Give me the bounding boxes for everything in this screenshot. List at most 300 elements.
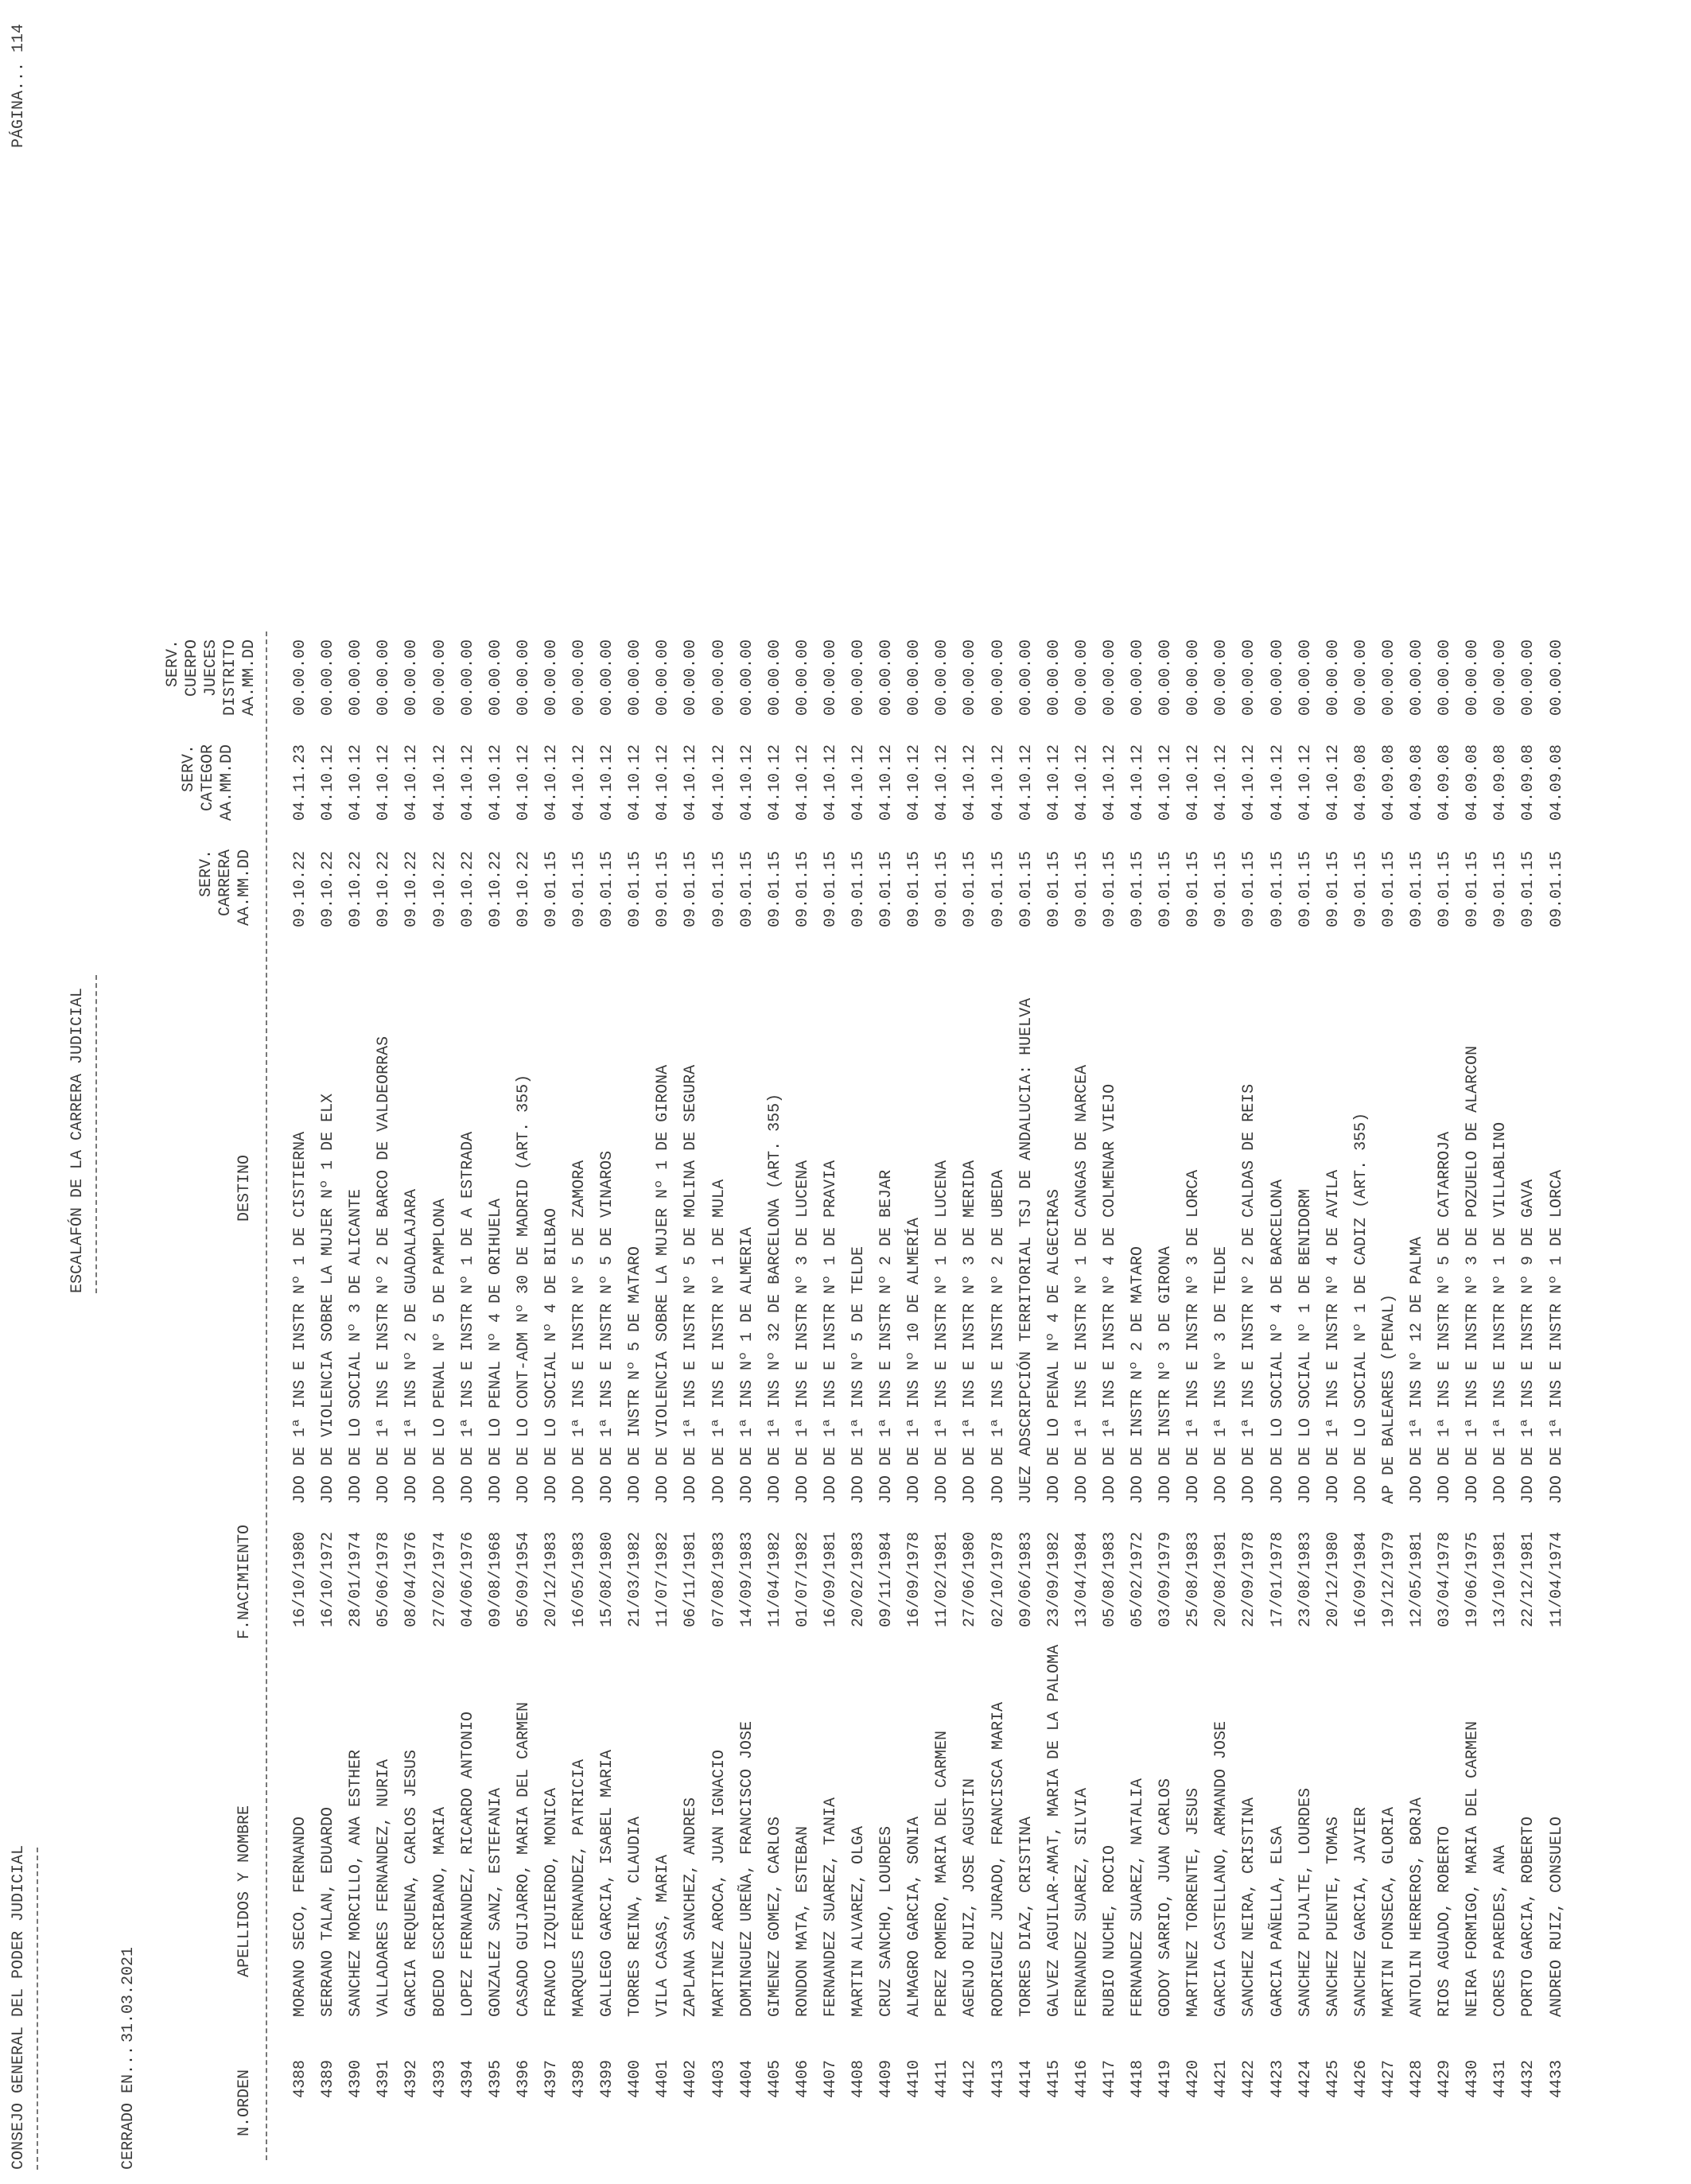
row-serv-carrera: 09.01.15 — [849, 851, 868, 928]
row-nombre: FRANCO IZQUIERDO, MONICA — [542, 1787, 561, 2017]
row-nacimiento: 16/10/1980 — [291, 1531, 309, 1627]
row-orden: 4404 — [737, 2060, 756, 2099]
row-serv-jueces: 00.00.00 — [1268, 639, 1287, 717]
row-nombre: CASADO GUIJARRO, MARIA DEL CARMEN — [514, 1701, 533, 2017]
row-serv-jueces: 00.00.00 — [905, 639, 924, 717]
col-head-categor-3: AA.MM.DD — [218, 744, 236, 822]
row-serv-carrera: 09.01.15 — [1240, 851, 1259, 928]
row-nacimiento: 16/09/1978 — [905, 1531, 924, 1627]
col-head-jueces-5: AA.MM.DD — [240, 639, 259, 717]
col-head-jueces-4: DISTRITO — [221, 639, 239, 717]
row-serv-categor: 04.10.12 — [1100, 744, 1119, 822]
row-nacimiento: 09/06/1983 — [1017, 1531, 1036, 1627]
row-serv-carrera: 09.01.15 — [1491, 851, 1510, 928]
row-serv-jueces: 00.00.00 — [486, 639, 505, 717]
row-serv-carrera: 09.01.15 — [654, 851, 673, 928]
row-serv-jueces: 00.00.00 — [1072, 639, 1091, 717]
row-serv-carrera: 09.01.15 — [737, 851, 756, 928]
col-head-jueces-3: JUECES — [202, 639, 220, 698]
col-head-destino: DESTINO — [235, 1154, 254, 1222]
row-nombre: GIMENEZ GOMEZ, CARLOS — [765, 1816, 784, 2017]
row-serv-jueces: 00.00.00 — [765, 639, 784, 717]
row-destino: JDO DE 1ª INS Nº 10 DE ALMERÍA — [905, 1217, 924, 1504]
row-serv-carrera: 09.01.15 — [1436, 851, 1455, 928]
row-serv-carrera: 09.01.15 — [1379, 851, 1398, 928]
row-nacimiento: 22/09/1978 — [1240, 1531, 1259, 1627]
row-serv-categor: 04.10.12 — [849, 744, 868, 822]
row-destino: JDO DE 1ª INS E INSTR Nº 9 DE GAVA — [1519, 1179, 1538, 1504]
row-destino: JDO DE INSTR Nº 5 DE MATARO — [626, 1246, 645, 1504]
row-orden: 4391 — [375, 2060, 394, 2099]
row-serv-carrera: 09.01.15 — [905, 851, 924, 928]
row-nombre: DOMINGUEZ UREÑA, FRANCISCO JOSE — [737, 1720, 756, 2017]
row-serv-carrera: 09.01.15 — [1296, 851, 1315, 928]
row-nacimiento: 27/06/1980 — [961, 1531, 980, 1627]
row-nombre: CORES PAREDES, ANA — [1491, 1844, 1510, 2017]
row-orden: 4394 — [458, 2060, 477, 2099]
row-nacimiento: 23/09/1982 — [1044, 1531, 1063, 1627]
row-serv-categor: 04.09.08 — [1519, 744, 1538, 822]
row-orden: 4415 — [1044, 2060, 1063, 2099]
row-serv-categor: 04.10.12 — [989, 744, 1008, 822]
row-destino: JUEZ ADSCRIPCIÓN TERRITORIAL TSJ DE ANDALUCIA: HUELVA — [1017, 997, 1036, 1504]
row-serv-jueces: 00.00.00 — [1184, 639, 1203, 717]
row-serv-categor: 04.10.12 — [682, 744, 701, 822]
row-serv-jueces: 00.00.00 — [291, 639, 309, 717]
row-serv-jueces: 00.00.00 — [821, 639, 840, 717]
row-destino: JDO DE VIOLENCIA SOBRE LA MUJER Nº 1 DE ELX — [319, 1093, 338, 1504]
row-serv-carrera: 09.01.15 — [877, 851, 896, 928]
row-serv-categor: 04.10.12 — [1129, 744, 1147, 822]
row-serv-categor: 04.10.12 — [319, 744, 338, 822]
org-name: CONSEJO GENERAL DEL PODER JUDICIAL — [10, 1844, 28, 2170]
row-serv-jueces: 00.00.00 — [682, 639, 701, 717]
row-destino: JDO DE 1ª INS E INSTR Nº 5 DE MOLINA DE SEGURA — [682, 1064, 701, 1504]
row-nombre: FERNANDEZ SUAREZ, SILVIA — [1072, 1787, 1091, 2017]
row-serv-categor: 04.10.12 — [1072, 744, 1091, 822]
row-nacimiento: 16/05/1983 — [570, 1531, 589, 1627]
row-destino: JDO DE 1ª INS E INSTR Nº 4 DE COLMENAR VIEJO — [1100, 1083, 1119, 1504]
row-orden: 4421 — [1212, 2060, 1231, 2099]
row-serv-categor: 04.10.12 — [626, 744, 645, 822]
row-serv-jueces: 00.00.00 — [1129, 639, 1147, 717]
row-serv-carrera: 09.10.22 — [319, 851, 338, 928]
row-destino: AP DE BALEARES (PENAL) — [1379, 1293, 1398, 1504]
row-destino: JDO DE LO SOCIAL Nº 4 DE BILBAO — [542, 1207, 561, 1504]
row-destino: JDO DE LO PENAL Nº 4 DE ORIHUELA — [486, 1198, 505, 1504]
row-destino: JDO DE VIOLENCIA SOBRE LA MUJER Nº 1 DE GIRONA — [654, 1064, 673, 1504]
row-serv-jueces: 00.00.00 — [1212, 639, 1231, 717]
row-nombre: FERNANDEZ SUAREZ, TANIA — [821, 1797, 840, 2017]
row-orden: 4430 — [1464, 2060, 1483, 2099]
row-orden: 4403 — [709, 2060, 729, 2099]
row-nacimiento: 04/06/1976 — [458, 1531, 477, 1627]
row-destino: JDO DE 1ª INS E INSTR Nº 1 DE CANGAS DE NARCEA — [1072, 1064, 1091, 1504]
col-head-nombre: APELLIDOS Y NOMBRE — [235, 1805, 254, 1977]
row-serv-jueces: 00.00.00 — [1436, 639, 1455, 717]
row-destino: JDO DE 1ª INS E INSTR Nº 2 DE BEJAR — [877, 1169, 896, 1504]
row-serv-jueces: 00.00.00 — [849, 639, 868, 717]
row-serv-categor: 04.09.08 — [1491, 744, 1510, 822]
row-nombre: GARCIA CASTELLANO, ARMANDO JOSE — [1212, 1720, 1231, 2017]
row-serv-jueces: 00.00.00 — [1408, 639, 1426, 717]
closed-date: 31.03.2021 — [119, 1946, 138, 2042]
row-destino: JDO DE INSTR Nº 3 DE GIRONA — [1156, 1246, 1176, 1504]
row-destino: JDO DE 1ª INS E INSTR Nº 3 DE MERIDA — [961, 1160, 980, 1504]
row-serv-categor: 04.10.12 — [933, 744, 952, 822]
row-serv-carrera: 09.01.15 — [682, 851, 701, 928]
row-serv-jueces: 00.00.00 — [542, 639, 561, 717]
row-nacimiento: 16/09/1984 — [1351, 1531, 1370, 1627]
row-orden: 4408 — [849, 2060, 868, 2099]
col-head-carrera-1: SERV. — [197, 849, 216, 898]
row-serv-carrera: 09.01.15 — [1324, 851, 1343, 928]
row-nacimiento: 16/10/1972 — [319, 1531, 338, 1627]
row-serv-jueces: 00.00.00 — [933, 639, 952, 717]
row-destino: JDO DE 1ª INS E INSTR Nº 1 DE LUCENA — [933, 1160, 952, 1504]
row-nombre: SANCHEZ PUJALTE, LOURDES — [1296, 1787, 1315, 2017]
row-nombre: GONZALEZ SANZ, ESTEFANIA — [486, 1787, 505, 2017]
row-nombre: SANCHEZ MORCILLO, ANA ESTHER — [347, 1749, 366, 2017]
row-orden: 4433 — [1547, 2060, 1566, 2099]
row-nombre: PEREZ ROMERO, MARIA DEL CARMEN — [933, 1730, 952, 2017]
row-serv-carrera: 09.01.15 — [1072, 851, 1091, 928]
row-serv-categor: 04.10.12 — [542, 744, 561, 822]
row-serv-carrera: 09.01.15 — [1129, 851, 1147, 928]
row-destino: JDO DE 1ª INS E INSTR Nº 1 DE CISTIERNA — [291, 1131, 309, 1504]
row-serv-jueces: 00.00.00 — [598, 639, 617, 717]
row-destino: JDO DE LO PENAL Nº 5 DE PAMPLONA — [430, 1198, 449, 1504]
row-serv-carrera: 09.10.22 — [402, 851, 422, 928]
row-nacimiento: 20/02/1983 — [849, 1531, 868, 1627]
row-nacimiento: 22/12/1981 — [1519, 1531, 1538, 1627]
row-nombre: TORRES REINA, CLAUDIA — [626, 1816, 645, 2017]
row-serv-jueces: 00.00.00 — [1547, 639, 1566, 717]
row-nombre: LOPEZ FERNANDEZ, RICARDO ANTONIO — [458, 1711, 477, 2017]
row-serv-categor: 04.10.12 — [654, 744, 673, 822]
row-destino: JDO DE 1ª INS E INSTR Nº 2 DE UBEDA — [989, 1169, 1008, 1504]
row-nombre: MARTIN FONSECA, GLORIA — [1379, 1806, 1398, 2017]
col-head-carrera-3: AA.MM.DD — [235, 849, 254, 927]
row-destino: JDO DE 1ª INS E INSTR Nº 3 DE LUCENA — [793, 1160, 812, 1504]
row-destino: JDO DE 1ª INS E INSTR Nº 2 DE BARCO DE VALDEORRAS — [375, 1036, 394, 1504]
row-destino: JDO DE 1ª INS E INSTR Nº 3 DE LORCA — [1184, 1169, 1203, 1504]
row-serv-carrera: 09.01.15 — [933, 851, 952, 928]
row-nacimiento: 17/01/1978 — [1268, 1531, 1287, 1627]
row-nacimiento: 03/04/1978 — [1436, 1531, 1455, 1627]
row-orden: 4414 — [1017, 2060, 1036, 2099]
row-orden: 4389 — [319, 2060, 338, 2099]
row-nacimiento: 11/04/1974 — [1547, 1531, 1566, 1627]
row-orden: 4410 — [905, 2060, 924, 2099]
row-serv-carrera: 09.01.15 — [1547, 851, 1566, 928]
col-head-categor-2: CATEGOR — [199, 744, 217, 812]
row-serv-categor: 04.10.12 — [375, 744, 394, 822]
row-serv-categor: 04.09.08 — [1408, 744, 1426, 822]
row-nombre: MARTIN ALVAREZ, OLGA — [849, 1825, 868, 2017]
row-orden: 4398 — [570, 2060, 589, 2099]
row-destino: JDO DE 1ª INS E INSTR Nº 5 DE CATARROJA — [1436, 1131, 1455, 1504]
row-orden: 4409 — [877, 2060, 896, 2099]
row-serv-categor: 04.09.08 — [1436, 744, 1455, 822]
row-serv-categor: 04.10.12 — [570, 744, 589, 822]
row-nombre: RUBIO NUCHE, ROCIO — [1100, 1844, 1119, 2017]
row-destino: JDO DE LO SOCIAL Nº 4 DE BARCELONA — [1268, 1179, 1287, 1504]
row-serv-categor: 04.10.12 — [821, 744, 840, 822]
row-nombre: AGENJO RUIZ, JOSE AGUSTIN — [961, 1778, 980, 2017]
row-destino: JDO DE 1ª INS Nº 1 DE ALMERIA — [737, 1226, 756, 1504]
row-serv-carrera: 09.01.15 — [1212, 851, 1231, 928]
row-serv-carrera: 09.01.15 — [709, 851, 729, 928]
row-destino: JDO DE 1ª INS E INSTR Nº 3 DE POZUELO DE ALARCON — [1464, 1045, 1483, 1504]
row-serv-categor: 04.10.12 — [765, 744, 784, 822]
row-nombre: CRUZ SANCHO, LOURDES — [877, 1825, 896, 2017]
row-serv-carrera: 09.01.15 — [1408, 851, 1426, 928]
row-nacimiento: 19/06/1975 — [1464, 1531, 1483, 1627]
row-destino: JDO DE 1ª INS Nº 32 DE BARCELONA (ART. 355) — [765, 1093, 784, 1504]
row-serv-categor: 04.09.08 — [1547, 744, 1566, 822]
row-nombre: BOEDO ESCRIBANO, MARIA — [430, 1806, 449, 2017]
row-serv-jueces: 00.00.00 — [793, 639, 812, 717]
row-destino: JDO DE 1ª INS Nº 3 DE TELDE — [1212, 1246, 1231, 1504]
row-nombre: TORRES DIAZ, CRISTINA — [1017, 1816, 1036, 2017]
row-orden: 4422 — [1240, 2060, 1259, 2099]
row-serv-categor: 04.10.12 — [961, 744, 980, 822]
row-serv-jueces: 00.00.00 — [1491, 639, 1510, 717]
row-serv-carrera: 09.01.15 — [542, 851, 561, 928]
row-serv-categor: 04.10.12 — [1212, 744, 1231, 822]
page-number: 114 — [10, 23, 28, 52]
row-serv-categor: 04.10.12 — [514, 744, 533, 822]
row-destino: JDO DE 1ª INS E INSTR Nº 1 DE A ESTRADA — [458, 1131, 477, 1504]
row-nombre: GARCIA REQUENA, CARLOS JESUS — [402, 1749, 422, 2017]
row-serv-carrera: 09.01.15 — [1184, 851, 1203, 928]
row-nombre: MARQUES FERNANDEZ, PATRICIA — [570, 1758, 589, 2017]
row-serv-categor: 04.11.23 — [291, 744, 309, 822]
row-orden: 4393 — [430, 2060, 449, 2099]
row-nombre: RODRIGUEZ JURADO, FRANCISCA MARIA — [989, 1701, 1008, 2017]
row-serv-categor: 04.10.12 — [402, 744, 422, 822]
row-serv-carrera: 09.01.15 — [821, 851, 840, 928]
row-destino: JDO DE 1ª INS E INSTR Nº 1 DE PRAVIA — [821, 1160, 840, 1504]
row-serv-carrera: 09.01.15 — [765, 851, 784, 928]
row-nombre: MARTINEZ TORRENTE, JESUS — [1184, 1787, 1203, 2017]
row-destino: JDO DE 1ª INS E INSTR Nº 1 DE MULA — [709, 1179, 729, 1504]
row-orden: 4392 — [402, 2060, 422, 2099]
row-serv-categor: 04.10.12 — [458, 744, 477, 822]
row-nacimiento: 09/08/1968 — [486, 1531, 505, 1627]
row-serv-jueces: 00.00.00 — [737, 639, 756, 717]
row-nacimiento: 08/04/1976 — [402, 1531, 422, 1627]
row-destino: JDO DE LO CONT-ADM Nº 30 DE MADRID (ART. 355) — [514, 1074, 533, 1504]
row-serv-jueces: 00.00.00 — [989, 639, 1008, 717]
row-nacimiento: 15/08/1980 — [598, 1531, 617, 1627]
row-serv-categor: 04.10.12 — [430, 744, 449, 822]
row-nombre: VALLADARES FERNANDEZ, NURIA — [375, 1758, 394, 2017]
row-nombre: SANCHEZ GARCIA, JAVIER — [1351, 1806, 1370, 2017]
row-nombre: SANCHEZ NEIRA, CRISTINA — [1240, 1797, 1259, 2017]
row-nacimiento: 20/12/1980 — [1324, 1531, 1343, 1627]
row-serv-jueces: 00.00.00 — [1017, 639, 1036, 717]
row-destino: JDO DE 1ª INS E INSTR Nº 1 DE LORCA — [1547, 1169, 1566, 1504]
row-serv-carrera: 09.01.15 — [793, 851, 812, 928]
row-serv-jueces: 00.00.00 — [1240, 639, 1259, 717]
row-nacimiento: 01/07/1982 — [793, 1531, 812, 1627]
row-nombre: GODOY SARRIO, JUAN CARLOS — [1156, 1778, 1176, 2017]
header-rule — [266, 631, 267, 2160]
row-serv-jueces: 00.00.00 — [654, 639, 673, 717]
row-orden: 4396 — [514, 2060, 533, 2099]
row-serv-jueces: 00.00.00 — [430, 639, 449, 717]
row-nacimiento: 11/07/1982 — [654, 1531, 673, 1627]
row-nombre: RONDON MATA, ESTEBAN — [793, 1825, 812, 2017]
row-serv-carrera: 09.01.15 — [1017, 851, 1036, 928]
row-nombre: VILA CASAS, MARIA — [654, 1854, 673, 2017]
row-serv-carrera: 09.01.15 — [989, 851, 1008, 928]
row-nombre: SANCHEZ PUENTE, TOMAS — [1324, 1816, 1343, 2017]
row-destino: JDO DE LO SOCIAL Nº 1 DE BENIDORM — [1296, 1188, 1315, 1504]
closed-label: CERRADO EN... — [119, 2045, 138, 2170]
col-head-nacimiento: F.NACIMIENTO — [235, 1524, 254, 1639]
row-orden: 4429 — [1436, 2060, 1455, 2099]
row-serv-jueces: 00.00.00 — [961, 639, 980, 717]
row-serv-jueces: 00.00.00 — [514, 639, 533, 717]
row-nombre: FERNANDEZ SUAREZ, NATALIA — [1129, 1778, 1147, 2017]
row-serv-carrera: 09.01.15 — [1351, 851, 1370, 928]
row-serv-jueces: 00.00.00 — [375, 639, 394, 717]
row-serv-carrera: 09.01.15 — [1156, 851, 1176, 928]
row-serv-jueces: 00.00.00 — [877, 639, 896, 717]
row-nacimiento: 27/02/1974 — [430, 1531, 449, 1627]
row-serv-jueces: 00.00.00 — [1296, 639, 1315, 717]
row-orden: 4406 — [793, 2060, 812, 2099]
row-serv-categor: 04.09.08 — [1351, 744, 1370, 822]
row-serv-carrera: 09.01.15 — [961, 851, 980, 928]
row-destino: JDO DE 1ª INS E INSTR Nº 5 DE VINAROS — [598, 1150, 617, 1504]
row-serv-jueces: 00.00.00 — [402, 639, 422, 717]
row-orden: 4411 — [933, 2060, 952, 2099]
row-orden: 4420 — [1184, 2060, 1203, 2099]
row-serv-carrera: 09.01.15 — [626, 851, 645, 928]
row-nacimiento: 11/02/1981 — [933, 1531, 952, 1627]
row-serv-categor: 04.10.12 — [486, 744, 505, 822]
row-serv-jueces: 00.00.00 — [1379, 639, 1398, 717]
row-destino: JDO DE 1ª INS Nº 2 DE GUADALAJARA — [402, 1188, 422, 1504]
row-nacimiento: 12/05/1981 — [1408, 1531, 1426, 1627]
row-serv-categor: 04.10.12 — [1268, 744, 1287, 822]
row-serv-categor: 04.10.12 — [347, 744, 366, 822]
row-nombre: ALMAGRO GARCIA, SONIA — [905, 1816, 924, 2017]
row-serv-carrera: 09.10.22 — [514, 851, 533, 928]
row-orden: 4390 — [347, 2060, 366, 2099]
row-nombre: GALVEZ AGUILAR-AMAT, MARIA DE LA PALOMA — [1044, 1644, 1063, 2017]
row-serv-carrera: 09.01.15 — [570, 851, 589, 928]
row-destino: JDO DE 1ª INS E INSTR Nº 2 DE CALDAS DE REIS — [1240, 1083, 1259, 1504]
row-nacimiento: 13/10/1981 — [1491, 1531, 1510, 1627]
row-serv-categor: 04.10.12 — [1324, 744, 1343, 822]
row-orden: 4401 — [654, 2060, 673, 2099]
row-orden: 4426 — [1351, 2060, 1370, 2099]
org-underline — [37, 1848, 38, 2170]
row-nacimiento: 07/08/1983 — [709, 1531, 729, 1627]
row-orden: 4412 — [961, 2060, 980, 2099]
row-serv-jueces: 00.00.00 — [1044, 639, 1063, 717]
document-title: ESCALAFÓN DE LA CARRERA JUDICIAL — [68, 987, 87, 1293]
row-nombre: MARTINEZ AROCA, JUAN IGNACIO — [709, 1749, 729, 2017]
row-orden: 4424 — [1296, 2060, 1315, 2099]
col-head-carrera-2: CARRERA — [216, 849, 235, 917]
row-nacimiento: 05/02/1972 — [1129, 1531, 1147, 1627]
row-orden: 4405 — [765, 2060, 784, 2099]
row-nombre: GARCIA PAÑELLA, ELSA — [1268, 1825, 1287, 2017]
row-serv-carrera: 09.01.15 — [1519, 851, 1538, 928]
row-serv-jueces: 00.00.00 — [1351, 639, 1370, 717]
row-destino: JDO DE LO PENAL Nº 4 DE ALGECIRAS — [1044, 1188, 1063, 1504]
row-serv-jueces: 00.00.00 — [709, 639, 729, 717]
row-nombre: MORANO SECO, FERNANDO — [291, 1816, 309, 2017]
row-serv-categor: 04.10.12 — [598, 744, 617, 822]
row-serv-carrera: 09.01.15 — [598, 851, 617, 928]
row-nacimiento: 23/08/1983 — [1296, 1531, 1315, 1627]
row-nacimiento: 19/12/1979 — [1379, 1531, 1398, 1627]
col-head-jueces-1: SERV. — [164, 639, 182, 688]
row-orden: 4388 — [291, 2060, 309, 2099]
row-serv-categor: 04.10.12 — [1296, 744, 1315, 822]
row-destino: JDO DE LO SOCIAL Nº 3 DE ALICANTE — [347, 1188, 366, 1504]
row-serv-carrera: 09.10.22 — [347, 851, 366, 928]
row-nacimiento: 05/08/1983 — [1100, 1531, 1119, 1627]
row-nacimiento: 21/03/1982 — [626, 1531, 645, 1627]
row-serv-jueces: 00.00.00 — [458, 639, 477, 717]
row-serv-jueces: 00.00.00 — [570, 639, 589, 717]
row-serv-categor: 04.10.12 — [737, 744, 756, 822]
row-serv-categor: 04.10.12 — [1184, 744, 1203, 822]
row-nombre: ZAPLANA SANCHEZ, ANDRES — [682, 1797, 701, 2017]
row-orden: 4397 — [542, 2060, 561, 2099]
row-orden: 4432 — [1519, 2060, 1538, 2099]
row-nacimiento: 20/12/1983 — [542, 1531, 561, 1627]
row-nombre: ANDREO RUIZ, CONSUELO — [1547, 1816, 1566, 2017]
col-head-categor-1: SERV. — [180, 744, 198, 793]
row-serv-categor: 04.10.12 — [1240, 744, 1259, 822]
row-orden: 4395 — [486, 2060, 505, 2099]
row-serv-carrera: 09.01.15 — [1268, 851, 1287, 928]
row-nacimiento: 03/09/1979 — [1156, 1531, 1176, 1627]
row-orden: 4425 — [1324, 2060, 1343, 2099]
row-serv-categor: 04.09.08 — [1379, 744, 1398, 822]
row-orden: 4402 — [682, 2060, 701, 2099]
row-nacimiento: 06/11/1981 — [682, 1531, 701, 1627]
row-orden: 4428 — [1408, 2060, 1426, 2099]
row-nombre: ANTOLIN HERREROS, BORJA — [1408, 1797, 1426, 2017]
row-serv-categor: 04.10.12 — [1044, 744, 1063, 822]
row-serv-categor: 04.10.12 — [793, 744, 812, 822]
row-serv-categor: 04.09.08 — [1464, 744, 1483, 822]
row-orden: 4399 — [598, 2060, 617, 2099]
row-serv-jueces: 00.00.00 — [1519, 639, 1538, 717]
row-serv-carrera: 09.10.22 — [430, 851, 449, 928]
row-nacimiento: 28/01/1974 — [347, 1531, 366, 1627]
row-serv-jueces: 00.00.00 — [1156, 639, 1176, 717]
row-orden: 4418 — [1129, 2060, 1147, 2099]
row-serv-categor: 04.10.12 — [1017, 744, 1036, 822]
row-destino: JDO DE 1ª INS Nº 12 DE PALMA — [1408, 1236, 1426, 1504]
row-destino: JDO DE 1ª INS Nº 5 DE TELDE — [849, 1246, 868, 1504]
row-destino: JDO DE 1ª INS E INSTR Nº 5 DE ZAMORA — [570, 1160, 589, 1504]
row-destino: JDO DE LO SOCIAL Nº 1 DE CADIZ (ART. 355) — [1351, 1112, 1370, 1504]
row-nacimiento: 11/04/1982 — [765, 1531, 784, 1627]
row-serv-jueces: 00.00.00 — [319, 639, 338, 717]
